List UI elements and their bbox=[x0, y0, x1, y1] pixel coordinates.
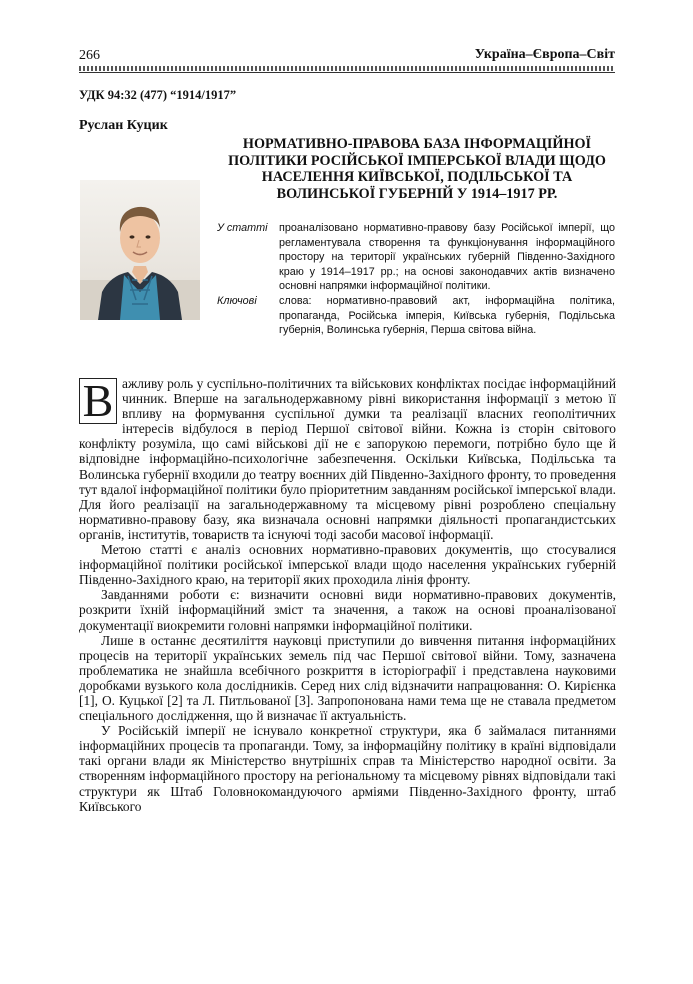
abstract-keywords bbox=[217, 294, 615, 338]
page-number: 266 bbox=[79, 48, 100, 63]
paragraph-structure: У Російській імперії не існувало конкретної структури, яка б займалася питаннями інформаційних процесів та пропаганди. Тому, за інформаційну політику в країні відповідали такі органи влади як Міністерство внутрішніх справ та Міністерство народної освіти. За створенням інформаційного простору на регіональному та місцевому рівнях відповідали такі структури як Штаб Головнокомандуючого арміями Південно-Західного фронту, штаб Київського bbox=[79, 723, 616, 814]
drop-cap: В bbox=[79, 378, 117, 424]
header-rule-line bbox=[79, 72, 615, 73]
abstract-text: проаналізовано нормативно-правову базу Російської імперії, що регламентувала створення та функціонування інформаційного простору на території українських губерній Південно-Західного краю у 1914–1917 рр.; на основі законодавчих актів визначено основні напрямки інформаційної політики. bbox=[279, 222, 615, 293]
paragraph-intro bbox=[79, 376, 616, 542]
author-photo bbox=[80, 180, 200, 320]
article-title: НОРМАТИВНО-ПРАВОВА БАЗА ІНФОРМАЦІЙНОЇ ПОЛІТИКИ РОСІЙСЬКОЇ ІМПЕРСЬКОЇ ВЛАДИ ЩОДО НАСЕЛЕННЯ КИЇВСЬКОЇ, ПОДІЛЬСЬКОЇ ТА ВОЛИНСЬКОЇ ГУБЕРНІЙ У 1914–1917 РР. bbox=[228, 136, 606, 202]
udk-code: УДК 94:32 (477) “1914/1917” bbox=[79, 88, 237, 102]
article-body bbox=[79, 376, 616, 814]
author-name: Руслан Куцик bbox=[79, 118, 168, 133]
header-rule bbox=[79, 66, 615, 71]
abstract-lead: У статті bbox=[217, 222, 268, 234]
journal-title: Україна–Європа–Світ bbox=[474, 47, 615, 62]
paragraph-historiography: Лише в останнє десятиліття науковці приступили до вивчення питання інформаційних процесів на території українських земель під час Першої світової війни. Тому, зазначена проблематика не знайшла всебічного розкриття в історіографії і представлена науковими доробками вузького кола дослідників. Серед них слід відзначити напрацювання: О. Кирієнка [1], О. Куцької [2] та Л. Питльованої [3]. Запропонована нами тема ще не ставала предметом спеціального дослідження, що й визначає її актуальність. bbox=[79, 632, 616, 724]
abstract bbox=[217, 221, 615, 338]
paragraph-goal: Метою статті є аналіз основних нормативно-правових документів, що стосувалися інформаційної політики російської імперської влади щодо населення українських губерній Південно-Західного краю, на території яких проходила лінія фронту. bbox=[79, 542, 616, 588]
paragraph-intro-text: ажливу роль у суспільно-політичних та військових конфліктах посідає інформаційний чинник. Вперше на загальнодержавному рівні використання інформації з метою її впливу на формування суспільної думки та реалізації власних геополітичних інтересів відбулося в період Першої світової війни. Кожна із сторін світового конфлікту розуміла, що самі військові дії не є запорукою перемоги, потрібно було ще й відповідне інформаційно-психологічне забезпечення. Оскільки Київська, Подільська та Волинська губернії входили до театру воєнних дій Південно-Західного фронту, то проведення тут вдалої інформаційної політики було пріоритетним завданням російської імперської влади. Для його реалізації на загальнодержавному та місцевому рівні розроблено спеціальну нормативно-правову базу, яка визначала основні напрямки діяльності пропагандистських органів, інститутів, товариств та існуючі тоді засоби масової інформації. bbox=[79, 376, 616, 542]
keywords-lead: Ключові bbox=[217, 294, 257, 307]
keywords-text: слова: нормативно-правовий акт, інформаційна політика, пропаганда, Російська імперія, Київська губернія, Подільська губернія, Волинська губернія, Перша світова війна. bbox=[279, 294, 615, 337]
paragraph-tasks: Завданнями роботи є: визначити основні види нормативно-правових документів, розкрити їхній інформаційний зміст та значення, а також на основі проаналізованої документації виокремити головні напрямки інформаційної політики. bbox=[79, 587, 616, 633]
abstract-summary bbox=[217, 221, 615, 294]
